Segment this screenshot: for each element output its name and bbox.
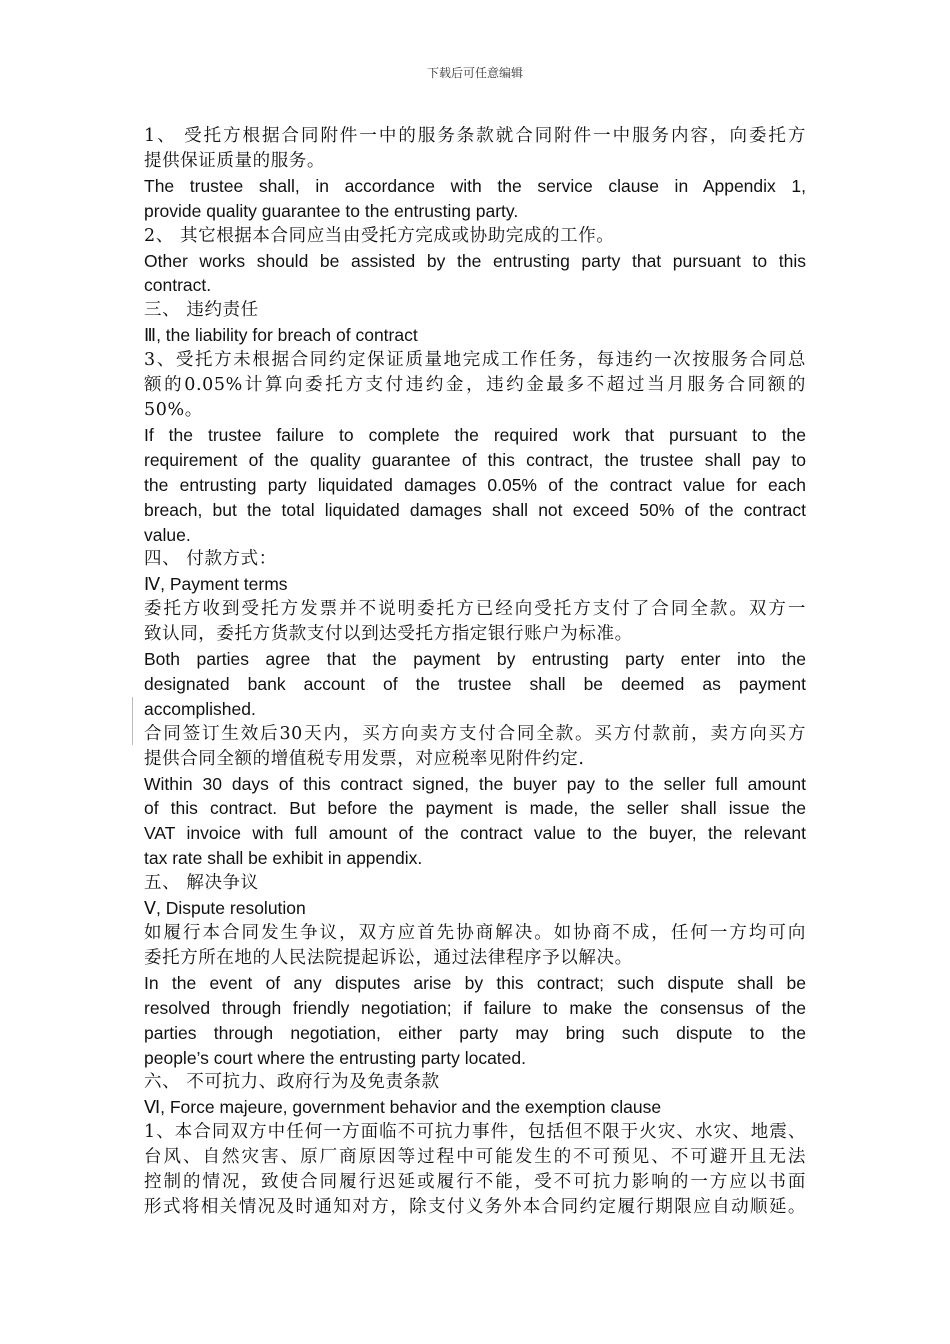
text-line: Ⅵ, Force majeure, government behavior and the exemption clause <box>144 1097 662 1118</box>
text-line: 台风、自然灾害、原厂商原因等过程中可能发生的不可预见、不可避开且无法 <box>144 1147 806 1168</box>
text-line: 额的0.05%计算向委托方支付违约金，违约金最多不超过当月服务合同额的 <box>144 375 806 396</box>
text-line: 50%。 <box>144 399 203 420</box>
text-line: of this contract. But before the payment is made, the seller shall issue the <box>144 798 806 819</box>
page-header: 下载后可任意编辑 <box>426 66 523 80</box>
text-line: Ⅳ, Payment terms <box>144 574 288 595</box>
text-line: Ⅲ, the liability for breach of contract <box>144 325 418 346</box>
text-line: Other works should be assisted by the entrusting party that pursuant to this <box>144 250 806 271</box>
text-line: 委托方所在地的人民法院提起诉讼，通过法律程序予以解决。 <box>144 947 633 968</box>
text-line: The trustee shall, in accordance with the service clause in Appendix 1, <box>144 175 806 196</box>
text-line: requirement of the quality guarantee of this contract, the trustee shall pay to <box>144 449 806 470</box>
text-line: 四、 付款方式： <box>144 549 277 570</box>
text-line: Within 30 days of this contract signed, the buyer pay to the seller full amount <box>144 773 806 794</box>
text-line: accomplished. <box>144 698 256 719</box>
text-line: tax rate shall be exhibit in appendix. <box>144 848 423 869</box>
text-line: 1、 受托方根据合同附件一中的服务条款就合同附件一中服务内容，向委托方 <box>144 126 806 146</box>
text-line: breach, but the total liquidated damages shall not exceed 50% of the contract <box>144 499 806 520</box>
text-line: 三、 违约责任 <box>144 300 259 321</box>
text-line: people’s court where the entrusting party located. <box>144 1047 526 1068</box>
document-body <box>144 124 806 1220</box>
text-line: Ⅴ, Dispute resolution <box>144 898 306 919</box>
text-line: 致认同，委托方货款支付以到达受托方指定银行账户为标准。 <box>144 624 633 645</box>
text-line: 提供合同全额的增值税专用发票，对应税率见附件约定. <box>144 748 585 769</box>
margin-change-bar <box>132 697 133 745</box>
text-line: 形式将相关情况及时通知对方，除支付义务外本合同约定履行期限应自动顺延。 <box>144 1196 806 1217</box>
text-line: 提供保证质量的服务。 <box>144 150 325 171</box>
text-line: 六、 不可抗力、政府行为及免责条款 <box>144 1072 440 1093</box>
text-line: 控制的情况，致使合同履行迟延或履行不能，受不可抗力影响的一方应以书面 <box>144 1172 806 1193</box>
text-line: 2、 其它根据本合同应当由受托方完成或协助完成的工作。 <box>144 225 615 246</box>
text-line: In the event of any disputes arise by this contract; such dispute shall be <box>144 972 806 993</box>
text-line: designated bank account of the trustee shall be deemed as payment <box>144 673 806 694</box>
text-line: contract. <box>144 275 212 296</box>
text-line: value. <box>144 524 191 545</box>
text-line: the entrusting party liquidated damages 0.05% of the contract value for each <box>144 474 806 495</box>
text-line: provide quality guarantee to the entrusting party. <box>144 200 519 221</box>
text-line: 1、本合同双方中任何一方面临不可抗力事件，包括但不限于火灾、水灾、地震、 <box>144 1122 806 1143</box>
text-line: If the trustee failure to complete the required work that pursuant to the <box>144 424 806 445</box>
text-line: parties through negotiation, either party may bring such dispute to the <box>144 1022 806 1043</box>
text-line: 五、 解决争议 <box>144 873 259 894</box>
text-line: resolved through friendly negotiation; if failure to make the consensus of the <box>144 997 806 1018</box>
text-line: VAT invoice with full amount of the contract value to the buyer, the relevant <box>144 823 806 844</box>
text-line: 委托方收到受托方发票并不说明委托方已经向受托方支付了合同全款。双方一 <box>144 599 806 620</box>
text-line: 3、受托方未根据合同约定保证质量地完成工作任务，每违约一次按服务合同总 <box>144 350 806 371</box>
text-line: 合同签订生效后30天内，买方向卖方支付合同全款。买方付款前，卖方向买方 <box>144 723 806 744</box>
text-line: Both parties agree that the payment by entrusting party enter into the <box>144 649 806 670</box>
text-line: 如履行本合同发生争议，双方应首先协商解决。如协商不成，任何一方均可向 <box>144 923 806 943</box>
